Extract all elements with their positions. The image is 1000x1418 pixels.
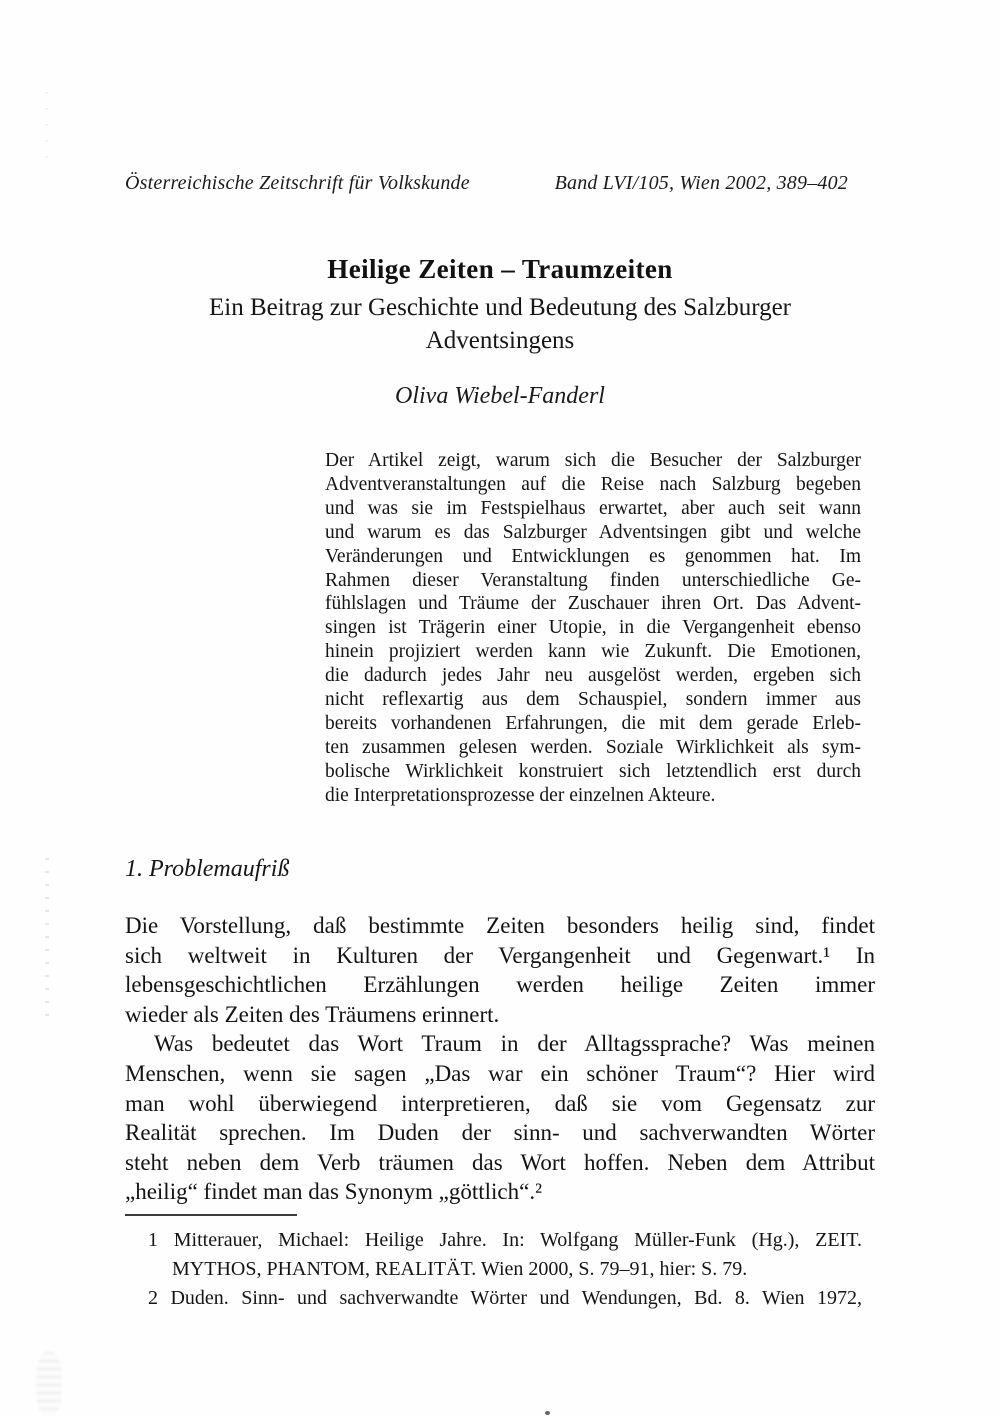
abstract-line: hinein projiziert werden kann wie Zukunft. Die Emotionen, xyxy=(325,641,861,663)
subtitle-line: Ein Beitrag zur Geschichte und Bedeutung des Salzburger xyxy=(208,294,791,321)
scan-artifact-bottom-speck xyxy=(545,1411,550,1415)
scan-artifact-left-margin xyxy=(45,858,49,1026)
article-subtitle xyxy=(125,291,875,357)
body-line: steht neben dem Verb träumen das Wort hoffen. Neben dem Attribut xyxy=(125,1149,875,1175)
body-line: lebensgeschichtlichen Erzählungen werden heilige Zeiten immer xyxy=(125,972,875,998)
body-line: man wohl überwiegend interpretieren, daß sie vom Gegensatz zur xyxy=(125,1090,875,1116)
abstract-line: Der Artikel zeigt, warum sich die Besucher der Salzburger xyxy=(325,450,861,471)
abstract-line: bereits vorhandenen Erfahrungen, die mit dem gerade Erleb- xyxy=(325,712,861,734)
journal-name: Österreichische Zeitschrift für Volkskunde xyxy=(125,172,470,194)
abstract-line: ten zusammen gelesen werden. Soziale Wirklichkeit als sym- xyxy=(325,736,861,758)
abstract-line: bolische Wirklichkeit konstruiert sich letztendlich erst durch xyxy=(325,760,861,782)
scan-artifact-bottom-smudge xyxy=(36,1352,62,1416)
section-heading: 1. Problemaufriß xyxy=(125,856,290,882)
journal-issue: Band LVI/105, Wien 2002, 389–402 xyxy=(554,172,848,194)
abstract-line: und warum es das Salzburger Adventsingen gibt und welche xyxy=(325,521,861,543)
footnote-line: 2 Duden. Sinn- und sachverwandte Wörter und Wendungen, Bd. 8. Wien 1972, xyxy=(148,1287,862,1309)
body-line: Realität sprechen. Im Duden der sinn- und sachverwandten Wörter xyxy=(125,1120,875,1146)
body-line: „heilig“ findet man das Synonym „göttlich“.² xyxy=(125,1179,542,1205)
body-line: wieder als Zeiten des Träumens erinnert. xyxy=(125,1001,500,1027)
scan-artifact-top-margin xyxy=(45,92,48,164)
footnotes xyxy=(125,1226,862,1313)
subtitle-line: Adventsingens xyxy=(425,327,575,354)
body-paragraph-1 xyxy=(125,911,875,1029)
body-paragraph-2 xyxy=(125,1029,875,1207)
abstract-line: und was sie im Festspielhaus erwartet, aber auch seit wann xyxy=(325,497,861,519)
abstract-line: Veränderungen und Entwicklungen es genommen hat. Im xyxy=(325,545,861,567)
abstract-line: die dadurch jedes Jahr neu ausgelöst werden, ergeben sich xyxy=(325,665,861,687)
abstract-line: die Interpretationsprozesse der einzelnen Akteure. xyxy=(325,784,716,806)
article-body xyxy=(125,911,875,1207)
body-line: Was bedeutet das Wort Traum in der Alltagssprache? Was meinen xyxy=(154,1031,875,1057)
footnote-line: MYTHOS, PHANTOM, REALITÄT. Wien 2000, S. 79–91, hier: S. 79. xyxy=(172,1258,748,1280)
abstract-line: Rahmen dieser Veranstaltung finden unterschiedliche Ge- xyxy=(325,569,861,591)
abstract-line: fühlslagen und Träume der Zuschauer ihren Ort. Das Advent- xyxy=(325,593,861,615)
body-line: Die Vorstellung, daß bestimmte Zeiten besonders heilig sind, findet xyxy=(125,913,875,938)
article-title: Heilige Zeiten – Traumzeiten xyxy=(327,254,673,284)
abstract xyxy=(325,449,861,808)
abstract-line: singen ist Trägerin einer Utopie, in die Vergangenheit ebenso xyxy=(325,617,861,639)
abstract-line: nicht reflexartig aus dem Schauspiel, sondern immer aus xyxy=(325,689,861,711)
author-name: Oliva Wiebel-Fanderl xyxy=(395,383,605,409)
abstract-line: Adventveranstaltungen auf die Reise nach Salzburg begeben xyxy=(325,473,861,495)
body-line: sich weltweit in Kulturen der Vergangenheit und Gegenwart.¹ In xyxy=(125,942,875,968)
footnote-line: 1 Mitterauer, Michael: Heilige Jahre. In: Wolfgang Müller-Funk (Hg.), ZEIT. xyxy=(148,1229,862,1251)
footnote-divider xyxy=(125,1214,297,1216)
body-line: Menschen, wenn sie sagen „Das war ein schöner Traum“? Hier wird xyxy=(125,1060,875,1086)
journal-header xyxy=(125,172,848,195)
